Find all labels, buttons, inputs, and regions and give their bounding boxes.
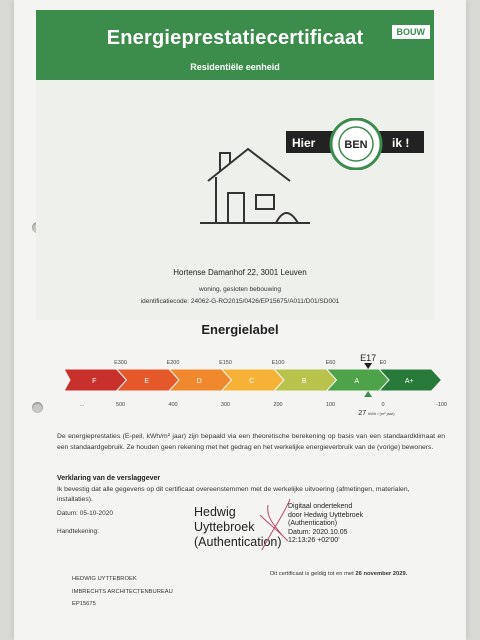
digital-signature-line: Digitaal ondertekend — [288, 503, 353, 510]
property-type: woning, gesloten bebouwing — [198, 286, 282, 293]
bottom-tick-label: 100 — [325, 402, 336, 408]
certificate-page — [14, 0, 466, 640]
bottom-tick-label: ... — [79, 402, 85, 408]
punch-hole — [32, 402, 43, 413]
current-marker-top — [364, 363, 372, 369]
bottom-tick-label: 200 — [273, 402, 283, 408]
label-class-name: C — [249, 378, 255, 385]
current-unit: kWh / (m² jaar) — [368, 411, 395, 416]
digital-signature-text — [288, 503, 363, 546]
validity-text — [270, 571, 407, 577]
declaration-title: Verklaring van de verslaggever — [57, 475, 161, 482]
validity-prefix: Dit certificaat is geldig tot en met — [270, 571, 354, 577]
current-label: E17 — [360, 353, 377, 363]
signature-name-line: (Authentication) — [194, 535, 282, 549]
header-banner — [36, 10, 434, 80]
property-address: Hortense Damanhof 22, 3001 Leuven — [173, 268, 307, 277]
signature-label: Handtekening: — [57, 528, 99, 535]
signature-name-line: Hedwig — [194, 505, 236, 519]
energielabel-title: Energielabel — [201, 322, 279, 337]
bottom-tick-label: 400 — [168, 402, 178, 408]
footer-name: HEDWIG UYTTEBROEK — [72, 576, 137, 582]
declaration-text: Ik bevestig dat alle gegevens op dit certificaat overeenstemmen met de werkelijke uitvoering (afmetingen, materialen, installaties). — [57, 486, 410, 503]
signature-name-line: Uyttebroek — [194, 520, 255, 534]
footer-company: IMBRECHTS ARCHITECTENBUREAU — [72, 589, 173, 595]
top-tick-label: E0 — [379, 360, 387, 366]
logo-right-word: ik ! — [392, 136, 410, 150]
bottom-tick-label: 500 — [115, 402, 126, 408]
footer-code: EP15675 — [72, 601, 96, 607]
label-class-name: F — [92, 378, 97, 385]
identification-code: identificatiecode: 24062-G-RO2015/0426/EP15675/A011/D01/SD001 — [140, 298, 340, 305]
digital-signature-line: Datum: 2020.10.05 — [288, 528, 348, 536]
current-value: 27 — [358, 410, 367, 417]
top-tick-label: E200 — [166, 360, 180, 366]
bottom-tick-label: -100 — [435, 402, 448, 408]
hier-ben-ik-logo — [286, 118, 424, 170]
validity-date: 26 november 2029. — [355, 571, 408, 577]
label-class-name: A+ — [404, 378, 414, 385]
logo-left-word: Hier — [292, 136, 316, 150]
top-tick-label: E300 — [114, 360, 127, 366]
digital-signature-line: door Hedwig Uyttebroek — [288, 511, 364, 519]
top-tick-label: E150 — [219, 360, 232, 366]
label-class-name: E — [144, 378, 150, 385]
category-badge: BOUW — [392, 25, 431, 39]
digital-signature-line: 12:13:26 +02'00' — [288, 537, 340, 545]
bottom-tick-label: 300 — [220, 402, 231, 408]
current-marker-bottom — [364, 391, 372, 397]
digital-signature-line: (Authentication) — [288, 520, 338, 528]
label-class-name: B — [301, 378, 307, 385]
document-subtitle: Residentiële eenheid — [190, 62, 280, 72]
energy-label-scale — [64, 352, 454, 422]
top-tick-label: E60 — [325, 360, 336, 366]
label-class-name: D — [196, 378, 202, 385]
explanation-text: De energieprestaties (E-peil, kWh/m² jaar) zijn bepaald via een theoretische berekening op basis van een standaardklimaat en een standaardgebruik. Ze houden geen rekening met het gedrag en het werkelijke energieverbruik van de (vorige) bewoners. — [57, 433, 445, 451]
document-title: Energieprestatiecertificaat — [106, 27, 364, 49]
top-tick-label: E100 — [271, 360, 285, 366]
date-label: Datum: 05-10-2020 — [57, 510, 114, 517]
bottom-tick-label: 0 — [381, 402, 385, 408]
logo-center-word: BEN — [344, 139, 368, 151]
label-class-name: A — [354, 378, 360, 385]
